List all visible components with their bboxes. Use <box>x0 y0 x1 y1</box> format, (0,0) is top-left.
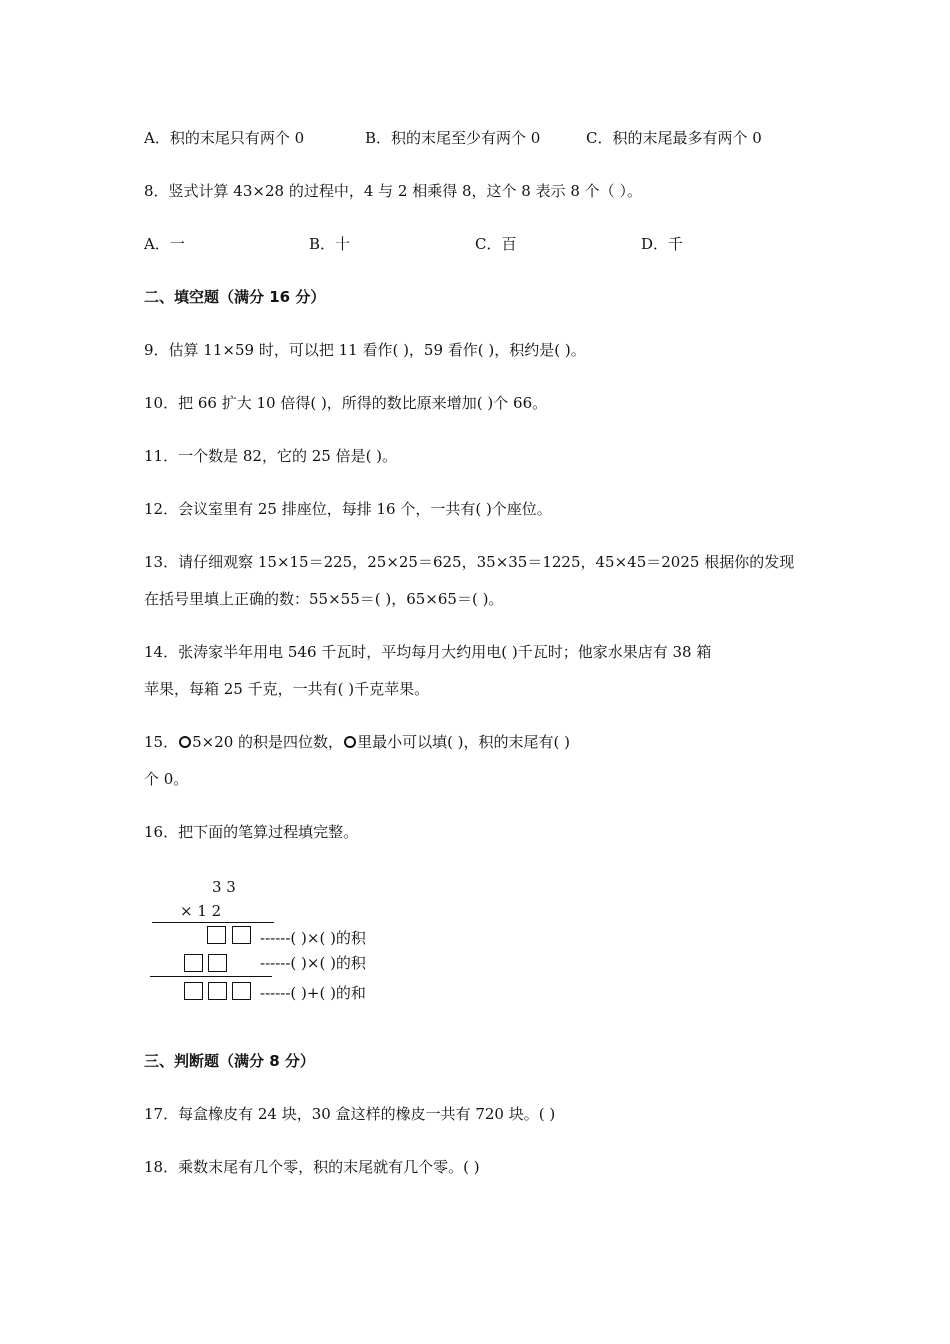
q8-option-b: B．十 <box>309 235 351 253</box>
top-number: 3 3 <box>212 878 236 896</box>
q16-text: 16．把下面的笔算过程填完整。 <box>144 823 359 841</box>
q13-line1: 13．请仔细观察 15×15＝225，25×25＝625，35×35＝1225，45×45＝2025 根据你的发现 <box>144 553 795 571</box>
circle-blank-icon <box>179 736 191 748</box>
q14-line2: 苹果，每箱 25 千克，一共有( )千克苹果。 <box>144 680 430 698</box>
answer-box[interactable] <box>184 954 203 972</box>
vertical-multiplication <box>150 878 510 1008</box>
q9-text: 9．估算 11×59 时，可以把 11 看作( )，59 看作( )，积约是( )。 <box>144 341 586 359</box>
q8-text: 8．竖式计算 43×28 的过程中，4 与 2 相乘得 8，这个 8 表示 8 个（ ）。 <box>144 182 642 200</box>
q12-text: 12．会议室里有 25 排座位，每排 16 个，一共有( )个座位。 <box>144 500 552 518</box>
q15-line1 <box>144 732 570 752</box>
q10-text: 10．把 66 扩大 10 倍得( )，所得的数比原来增加( )个 66。 <box>144 394 548 412</box>
q8-option-a: A．一 <box>144 235 185 253</box>
q15-line2: 个 0。 <box>144 770 189 788</box>
row3-label: ------( )+( )的和 <box>260 984 366 1002</box>
q8-option-d: D．千 <box>641 235 684 253</box>
rule-line <box>150 976 272 977</box>
q15-prefix: 15． <box>144 733 179 751</box>
q7-option-b: B．积的末尾至少有两个 0 <box>365 129 541 147</box>
circle-blank-icon <box>344 736 356 748</box>
q8-option-c: C．百 <box>475 235 517 253</box>
answer-box[interactable] <box>208 954 227 972</box>
q7-option-a: A．积的末尾只有两个 0 <box>144 129 305 147</box>
rule-line <box>152 922 274 923</box>
section-2-heading: 二、填空题（满分 16 分） <box>144 288 326 306</box>
q13-line2: 在括号里填上正确的数：55×55＝( )，65×65＝( )。 <box>144 590 504 608</box>
answer-box[interactable] <box>184 982 203 1000</box>
answer-box[interactable] <box>232 982 251 1000</box>
answer-box[interactable] <box>232 926 251 944</box>
q15-part2: 里最小可以填( )，积的末尾有( ) <box>357 733 571 751</box>
section-3-heading: 三、判断题（满分 8 分） <box>144 1052 315 1070</box>
q11-text: 11．一个数是 82，它的 25 倍是( )。 <box>144 447 398 465</box>
q17-text: 17．每盒橡皮有 24 块，30 盒这样的橡皮一共有 720 块。( ) <box>144 1105 556 1123</box>
q14-line1: 14．张涛家半年用电 546 千瓦时，平均每月大约用电( )千瓦时；他家水果店有 38 箱 <box>144 643 712 661</box>
row1-label: ------( )×( )的积 <box>260 929 366 947</box>
q18-text: 18．乘数末尾有几个零，积的末尾就有几个零。( ) <box>144 1158 480 1176</box>
row2-label: ------( )×( )的积 <box>260 954 366 972</box>
multiplier: × 1 2 <box>180 902 222 920</box>
answer-box[interactable] <box>207 926 226 944</box>
q15-part1: 5×20 的积是四位数， <box>192 733 344 751</box>
q7-option-c: C．积的末尾最多有两个 0 <box>586 129 762 147</box>
answer-box[interactable] <box>208 982 227 1000</box>
